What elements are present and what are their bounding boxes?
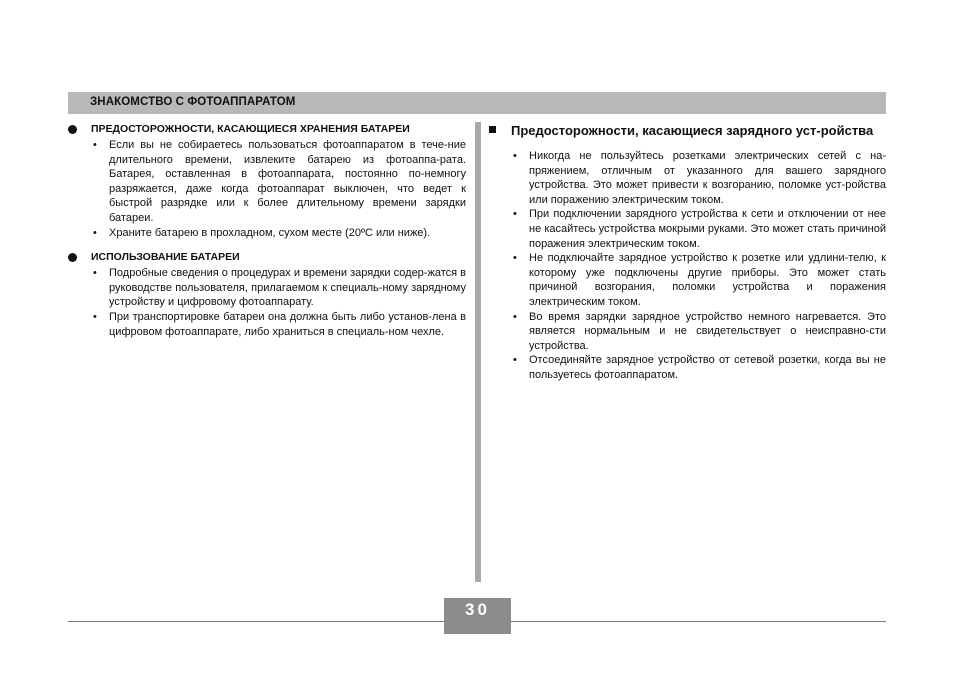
list-item — [68, 310, 466, 339]
square-bullet-icon — [489, 126, 496, 133]
bullet-dot-icon — [68, 253, 77, 262]
section-battery-use — [68, 250, 466, 339]
bullet-dot-icon — [68, 125, 77, 134]
section-title: ПРЕДОСТОРОЖНОСТИ, КАСАЮЩИЕСЯ ХРАНЕНИЯ БАТАРЕИ — [91, 123, 410, 135]
bullet-icon: • — [513, 252, 517, 265]
list-item — [488, 251, 886, 309]
list-item-text: Храните батарею в прохладном, сухом месте (20ºC или ниже). — [109, 226, 431, 239]
list-item-text: Во время зарядки зарядное устройство немного нагревается. Это является нормальным и не свидетельствует о неисправно-сти устройства. — [529, 310, 886, 352]
header-bar — [68, 92, 886, 114]
bullet-icon: • — [513, 354, 517, 367]
list-item-text: При подключении зарядного устройства к сети и отключении от нее не касайтесь устройства мокрыми руками. Это может стать причиной поражения электрическим током. — [529, 208, 886, 250]
section-title: ИСПОЛЬЗОВАНИЕ БАТАРЕИ — [91, 251, 240, 264]
bullet-list — [68, 266, 466, 339]
list-item — [68, 266, 466, 310]
bullet-icon: • — [93, 310, 97, 323]
header-title: ЗНАКОМСТВО С ФОТОАППАРАТОМ — [90, 96, 296, 108]
list-item-text: Отсоединяйте зарядное устройство от сетевой розетки, когда вы не пользуетесь фотоаппаратом. — [529, 354, 886, 381]
list-item — [68, 226, 466, 241]
bullet-icon: • — [93, 226, 97, 239]
section-title: Предосторожности, касающиеся зарядного уст-ройства — [511, 123, 874, 138]
bullet-icon: • — [513, 208, 517, 221]
list-item-text: Никогда не пользуйтесь розетками электрических сетей с на-пряжением, отличным от указанного для вашего зарядного устройства. Это может привести к возгоранию, поломке уст-ройства или поражению электрическим током. — [529, 150, 886, 206]
list-item-text: Подробные сведения о процедурах и времени зарядки содер-жатся в руководстве пользователя, прилагаемом к специаль-ному зарядному устройству и цифровому фотоаппарату. — [109, 267, 466, 309]
list-item-text: При транспортировке батареи она должна быть либо установ-лена в цифровом фотоаппарате, либо храниться в специаль-ном чехле. — [109, 310, 466, 338]
list-item — [488, 353, 886, 382]
list-item — [488, 310, 886, 354]
section-heading-charger — [488, 122, 886, 139]
bullet-list — [68, 138, 466, 240]
list-item-text: Не подключайте зарядное устройство к розетке или удлини-телю, к которому уже подключены другие приборы. Это может стать причиной возгорания, поломки устройства и поражения электрическим током. — [529, 252, 886, 308]
list-item — [68, 138, 466, 226]
page-number: 30 — [444, 598, 511, 634]
list-item-text: Если вы не собираетесь пользоваться фотоаппаратом в тече-ние длительного времени, извлеките батарею из фотоаппа-рата. Батарея, оставленная в фотоаппарата, постоянно по-немногу разряжается, даже когда фотоаппарат выключен, что ведет к быстрой разрядке или к более длительному времени зарядки батареи. — [109, 139, 466, 224]
bullet-icon: • — [93, 267, 97, 280]
column-divider — [475, 122, 481, 582]
section-heading — [68, 122, 466, 136]
right-column — [488, 122, 886, 383]
list-item — [488, 207, 886, 251]
section-battery-storage — [68, 122, 466, 240]
section-heading — [68, 250, 466, 264]
list-item — [488, 149, 886, 207]
bullet-list — [488, 149, 886, 383]
bullet-icon: • — [513, 310, 517, 323]
left-column — [68, 122, 466, 349]
bullet-icon: • — [93, 139, 97, 151]
bullet-icon: • — [513, 150, 517, 162]
